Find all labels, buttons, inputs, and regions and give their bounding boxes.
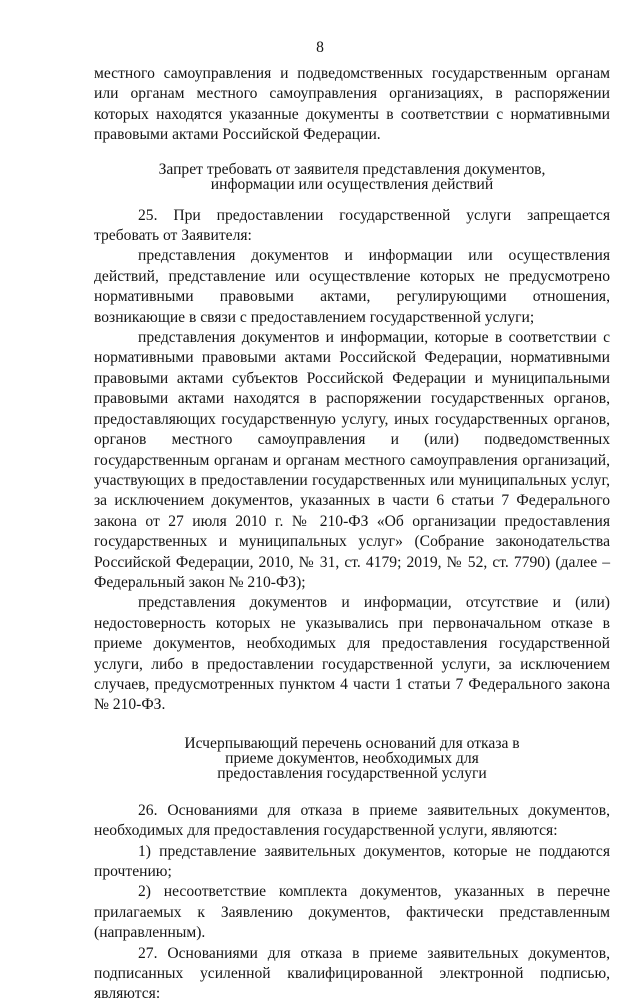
clause-26: 26. Основаниями для отказа в приеме заявительных документов, необходимых для предоставления государственной услуги, являются: (94, 801, 610, 840)
clause-25-item-c: представления документов и информации, отсутствие и (или) недостоверность которых не указывались при первоначальном отказе в приеме документов, необходимых для предоставления государственной услуги, либо в предоставлении государственной услуги, за исключением случаев, предусмотренных пунктом 4 части 1 статьи 7 Федерального закона № 210-ФЗ. (94, 594, 610, 714)
paragraph-continuation: местного самоуправления и подведомственных государственным органам или органам местного самоуправления организациях, в распоряжении которых находятся указанные документы в соответствии с нормативными правовыми актами Российской Федерации. (94, 65, 610, 144)
section-heading-prohibition: Запрет требовать от заявителя представления документов, информации или осуществления действий (158, 160, 546, 193)
clause-26-item-2: 2) несоответствие комплекта документов, указанных в перечне прилагаемых к Заявлению документов, фактически представленным (направленным). (94, 883, 610, 942)
page-number: 8 (316, 39, 324, 56)
clause-25-item-b: представления документов и информации, которые в соответствии с нормативными правовыми актами Российской Федерации, нормативными правовыми актами субъектов Российской Федерации и муниципальными правовыми актами находятся в распоряжении государственных органов, предоставляющих государственную услугу, иных государственных органов, органов местного самоуправления и (или) подведомственных государственным органам и органам местного самоуправления организаций, участвующих в предоставлении государственных или муниципальных услуг, за исключением документов, указанных в части 6 статьи 7 Федерального закона от 27 июля 2010 г. № 210-ФЗ «Об организации предоставления государственных и муниципальных услуг» (Собрание законодательства Российской Федерации, 2010, № 31, ст. 4179; 2019, № 52, ст. 7790) (далее – Федеральный закон № 210-ФЗ); (94, 329, 610, 591)
section-heading-refusal-grounds: Исчерпывающий перечень оснований для отказа в приеме документов, необходимых для предоставления государственной услуги (184, 734, 520, 782)
clause-26-item-1: 1) представление заявительных документов, которые не поддаются прочтению; (94, 842, 610, 880)
clause-25: 25. При предоставлении государственной услуги запрещается требовать от Заявителя: (94, 206, 610, 245)
clause-25-item-a: представления документов и информации или осуществления действий, представление или осуществление которых не предусмотрено нормативными правовыми актами, регулирующими отношения, возникающие в связи с предоставлением государственной услуги; (94, 247, 610, 326)
clause-27: 27. Основаниями для отказа в приеме заявительных документов, подписанных усиленной квалифицированной электронной подписью, являются: (94, 944, 610, 1003)
document-body (94, 64, 610, 1005)
